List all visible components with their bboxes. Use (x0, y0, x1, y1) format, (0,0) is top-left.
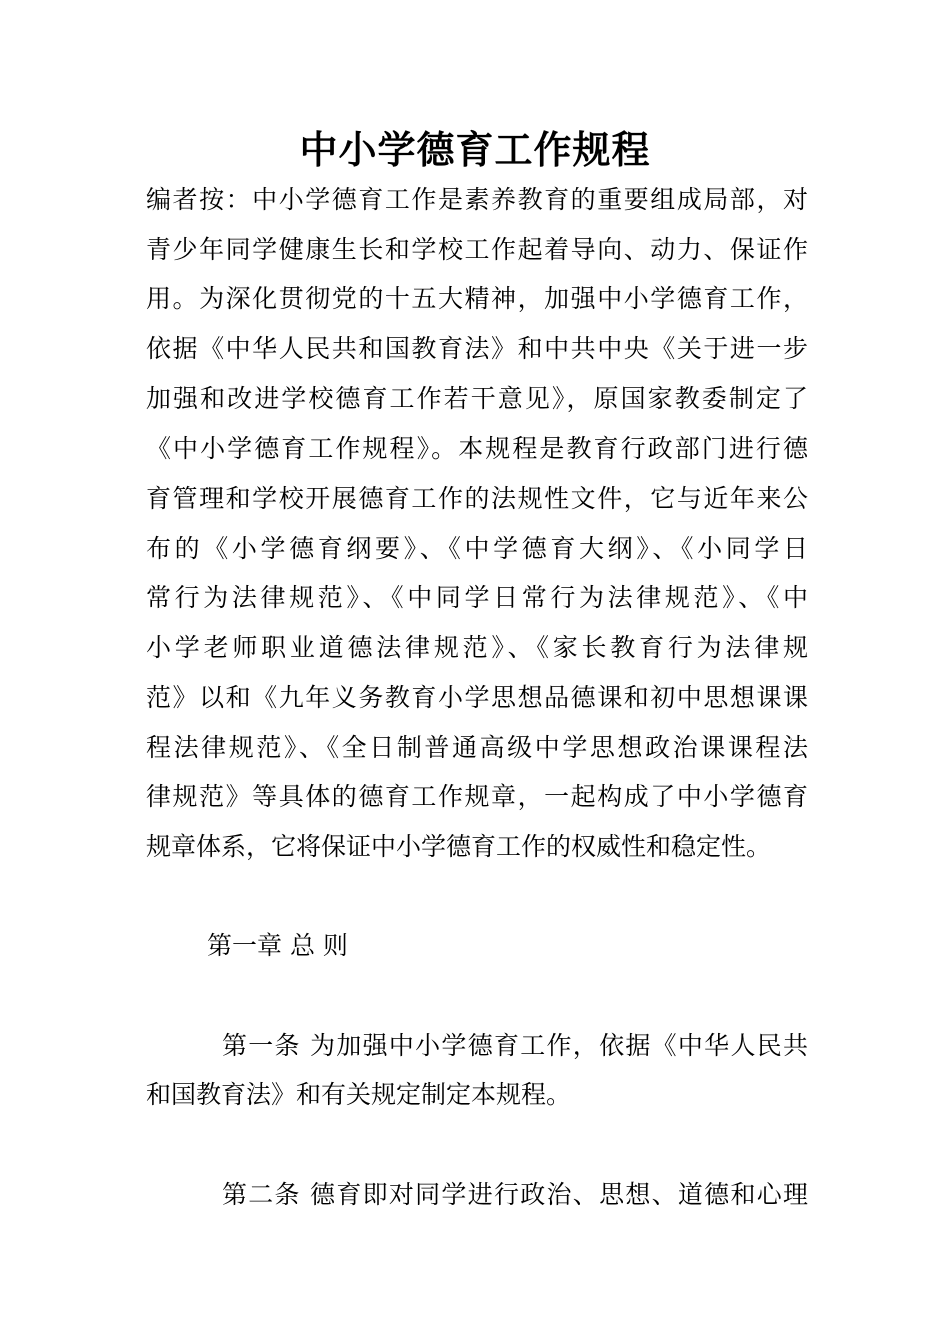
chapter-heading: 第一章 总 则 (207, 931, 348, 960)
preface-line: 加强和改进学校德育工作若干意见》，原国家教委制定了 (146, 384, 808, 413)
preface-line: 用。为深化贯彻党的十五大精神，加强中小学德育工作， (146, 284, 808, 313)
preface-line: 《中小学德育工作规程》。本规程是教育行政部门进行德 (146, 434, 808, 463)
preface-line: 青少年同学健康生长和学校工作起着导向、动力、保证作 (146, 235, 808, 264)
preface-line: 常行为法律规范》、《中同学日常行为法律规范》、《中 (146, 583, 808, 612)
preface-line: 范》以和《九年义务教育小学思想品德课和初中思想课课 (146, 683, 808, 712)
preface-line: 编者按：中小学德育工作是素养教育的重要组成局部，对 (146, 185, 808, 214)
preface-line: 规章体系，它将保证中小学德育工作的权威性和稳定性。 (146, 832, 772, 861)
preface-line: 布的《小学德育纲要》、《中学德育大纲》、《小同学日 (146, 534, 808, 563)
preface-line: 育管理和学校开展德育工作的法规性文件，它与近年来公 (146, 484, 808, 513)
preface-line: 程法律规范》、《全日制普通高级中学思想政治课课程法 (146, 733, 808, 762)
document-title: 中小学德育工作规程 (299, 128, 651, 172)
preface-line: 律规范》等具体的德育工作规章，一起构成了中小学德育 (146, 782, 808, 811)
article-1-line-2: 和国教育法》和有关规定制定本规程。 (146, 1080, 572, 1109)
article-2-line-1: 第二条 德育即对同学进行政治、思想、道德和心理 (222, 1180, 808, 1209)
preface-line: 小学老师职业道德法律规范》、《家长教育行为法律规 (146, 633, 808, 662)
preface-line: 依据《中华人民共和国教育法》和中共中央《关于进一步 (146, 334, 808, 363)
article-1-line-1: 第一条 为加强中小学德育工作，依据《中华人民共 (222, 1031, 808, 1060)
